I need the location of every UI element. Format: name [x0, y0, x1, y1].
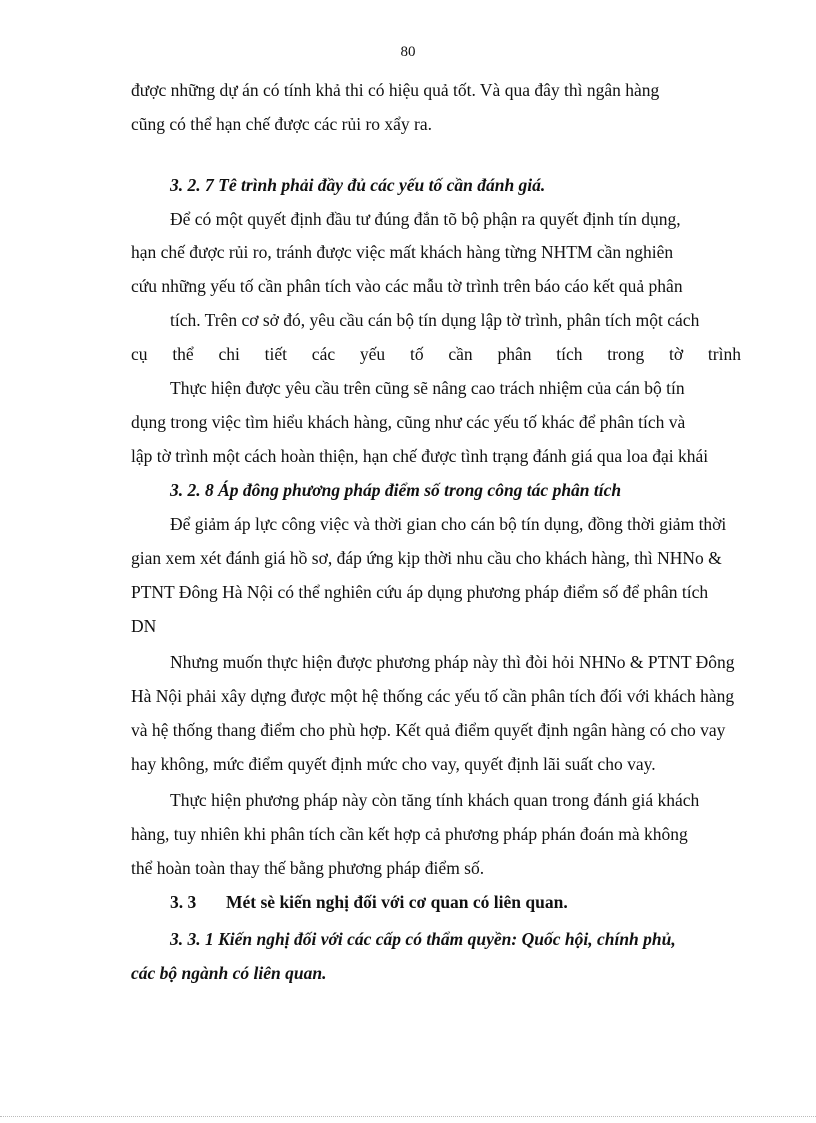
word: trình	[707, 344, 741, 364]
section-number: 3. 3	[170, 892, 197, 912]
paragraph-line: Hà Nội phải xây dựng được một hệ thống các yếu tố cần phân tích đối với khách hàng	[131, 686, 735, 706]
word: chi	[218, 344, 240, 364]
word: cụ	[131, 344, 148, 364]
page-bottom-border	[0, 1116, 816, 1117]
word: cần	[448, 344, 473, 364]
word: yếu	[359, 344, 386, 364]
paragraph-line: hạn chế được rủi ro, tránh được việc mất khách hàng từng NHTM cần nghiên	[131, 242, 674, 262]
paragraph-line: hay không, mức điểm quyết định mức cho vay, quyết định lãi suất cho vay.	[131, 754, 656, 774]
word: tích	[556, 344, 583, 364]
paragraph-line: lập tờ trình một cách hoàn thiện, hạn chế được tình trạng đánh giá qua loa đại khái	[131, 446, 709, 466]
paragraph-line: hàng, tuy nhiên khi phân tích cần kết hợp cả phương pháp phán đoán mà không	[131, 824, 688, 844]
section-heading-3-3-1: 3. 3. 1 Kiến nghị đối với các cấp có thẩm quyền: Quốc hội, chính phủ,	[170, 929, 676, 949]
section-heading-3-3	[170, 891, 741, 913]
paragraph-line: cũng có thể hạn chế được các rủi ro xẩy ra.	[131, 114, 433, 134]
word: tờ	[669, 344, 684, 364]
paragraph-line: dụng trong việc tìm hiểu khách hàng, cũng như các yếu tố khác để phân tích và	[131, 412, 686, 432]
page-number: 80	[400, 44, 416, 60]
section-title: Mét sè kiến nghị đối với cơ quan có liên quan.	[226, 892, 568, 912]
section-heading-3-2-7: 3. 2. 7 Tê trình phải đầy đủ các yếu tố cần đánh giá.	[170, 175, 546, 195]
word: phân	[497, 344, 532, 364]
paragraph-line: PTNT Đông Hà Nội có thể nghiên cứu áp dụng phương pháp điểm số để phân tích	[131, 582, 709, 602]
word: tố	[409, 344, 424, 364]
paragraph-line: thể hoàn toàn thay thế bằng phương pháp điểm số.	[131, 858, 485, 878]
paragraph-line: được những dự án có tính khả thi có hiệu quả tốt. Và qua đây thì ngân hàng	[131, 80, 660, 100]
paragraph-line: và hệ thống thang điểm cho phù hợp. Kết quả điểm quyết định ngân hàng có cho vay	[131, 720, 726, 740]
section-heading-3-2-8: 3. 2. 8 Áp đông phương pháp điểm số trong công tác phân tích	[170, 480, 622, 500]
paragraph-line: cứu những yếu tố cần phân tích vào các mẫu tờ trình trên báo cáo kết quả phân	[131, 276, 683, 296]
paragraph-line: Thực hiện được yêu cầu trên cũng sẽ nâng cao trách nhiệm của cán bộ tín	[170, 378, 685, 398]
word: tiết	[264, 344, 288, 364]
word: trong	[607, 344, 645, 364]
paragraph-line: gian xem xét đánh giá hồ sơ, đáp ứng kịp thời nhu cầu cho khách hàng, thì NHNo &	[131, 548, 722, 568]
word: thể	[172, 344, 194, 364]
paragraph-line: Để giảm áp lực công việc và thời gian cho cán bộ tín dụng, đồng thời giảm thời	[170, 514, 727, 534]
paragraph-line: Để có một quyết định đầu tư đúng đắn tõ bộ phận ra quyết định tín dụng,	[170, 209, 681, 229]
paragraph-line: Nhưng muốn thực hiện được phương pháp này thì đòi hỏi NHNo & PTNT Đông	[170, 652, 735, 672]
paragraph-line: DN	[131, 616, 157, 636]
section-heading-3-3-1-cont: các bộ ngành có liên quan.	[131, 963, 327, 983]
word: các	[311, 344, 336, 364]
paragraph-line: Thực hiện phương pháp này còn tăng tính khách quan trong đánh giá khách	[170, 790, 700, 810]
paragraph-line: tích. Trên cơ sở đó, yêu cầu cán bộ tín dụng lập tờ trình, phân tích một cách	[170, 310, 700, 330]
spread-paragraph-line	[131, 343, 741, 365]
